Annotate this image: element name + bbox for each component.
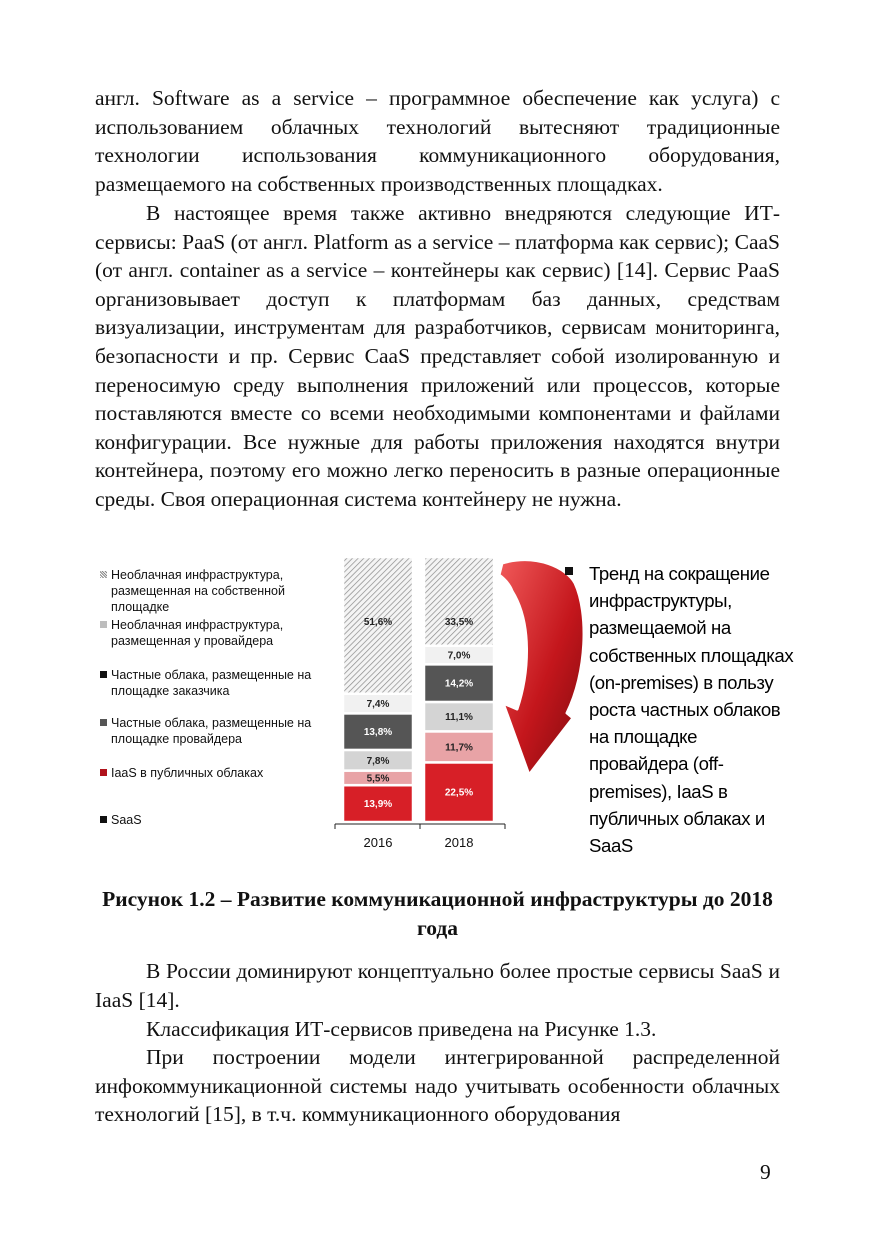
legend-label: Частные облака, размещенные на площадке провайдера (111, 716, 312, 746)
trend-text: Тренд на сокращение инфраструктуры, размещаемой на собственных площадках (on-premises) в пользу роста частных облаков на площадке провайдера (off-premises), IaaS в публичных облаках и SaaS (589, 563, 794, 857)
figure-1-2 (97, 553, 794, 860)
figure-caption: Рисунок 1.2 – Развитие коммуникационной инфраструктуры до 2018 года (102, 887, 773, 940)
legend-label: SaaS (111, 813, 142, 827)
data-label: 14,2% (444, 678, 474, 690)
paragraph-4: Классификация ИТ-сервисов приведена на Рисунке 1.3. (146, 1017, 657, 1041)
page-number: 9 (760, 1160, 771, 1184)
x-tick-label: 2016 (363, 835, 393, 850)
data-label: 13,8% (363, 727, 393, 739)
data-label: 5,5% (366, 773, 390, 785)
legend-label: IaaS в публичных облаках (111, 766, 264, 780)
data-label: 33,5% (444, 617, 474, 628)
data-label: 7,0% (447, 650, 471, 662)
paragraph-5: При построении модели интегрированной распределенной инфокоммуникационной системы надо учитывать особенности облачных технологий [15], в т.ч. коммуникационного оборудования (95, 1045, 780, 1127)
curved-arrow-icon (499, 560, 584, 775)
bar-segment (424, 557, 494, 646)
legend-label: Необлачная инфраструктура, размещенная у провайдера (111, 618, 284, 648)
legend-label: Частные облака, размещенные на площадке заказчика (111, 668, 312, 698)
paragraph-1: англ. Software as a service – программное обеспечение как услуга) с использованием облачных технологий вытесняют традиционные технологии использования коммуникационного оборудования, размещаемого на собственных производственных площадках. (95, 86, 780, 196)
data-label: 11,7% (445, 742, 473, 754)
bullet-icon (565, 567, 573, 575)
data-label: 13,9% (363, 799, 393, 811)
data-label: 22,5% (444, 787, 474, 799)
paragraph-2: В настоящее время также активно внедряются следующие ИТ-сервисы: PaaS (от англ. Platform as a service – платформа как сервис); CaaS (от англ. container as a service – контейнеры как сервис) [14]. Сервис PaaS организовывает доступ к платформам баз данных, средствам визуализации, инструментам для разработчиков, сервисам мониторинга, безопасности и пр. Сервис CaaS представляет собой изолированную и переносимую среду выполнения приложений или процессов, которые поставляются вместе со всеми необходимыми компонентами и файлами конфигурации. Все нужные для работы приложения находятся внутри контейнера, поэтому его можно легко переносить в разные операционные среды. Своя операционная система контейнеру не нужна. (95, 201, 780, 511)
x-tick-label: 2018 (444, 835, 474, 850)
legend-label: Необлачная инфраструктура, размещенная на собственной площадке (111, 568, 285, 614)
data-label: 51,6% (363, 617, 393, 628)
data-label: 7,4% (366, 699, 390, 711)
data-label: 7,8% (366, 755, 390, 767)
paragraph-3: В России доминируют концептуально более простые сервисы SaaS и IaaS [14]. (95, 959, 780, 1012)
data-label: 11,1% (445, 712, 473, 724)
